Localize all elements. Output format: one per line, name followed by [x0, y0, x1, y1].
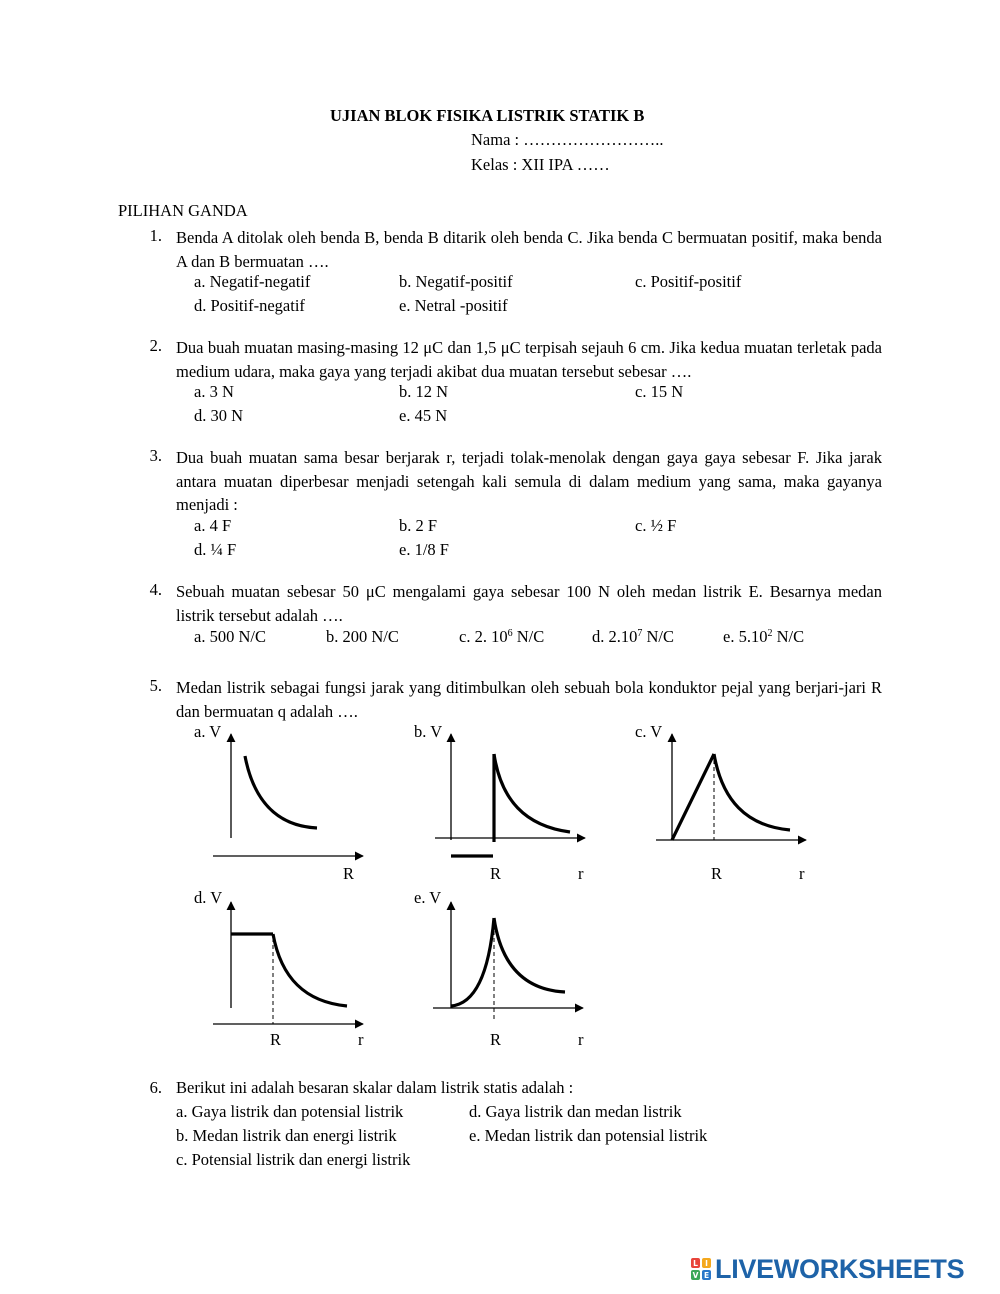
- option-c[interactable]: c. ½ F: [635, 516, 677, 535]
- graph-b-label[interactable]: b. V: [414, 722, 443, 741]
- graph-e-r-label: r: [578, 1030, 584, 1049]
- option-c[interactable]: c. Potensial listrik dan energi listrik: [176, 1150, 411, 1169]
- question-number: 5.: [149, 676, 162, 695]
- option-a[interactable]: a. Negatif-negatif: [194, 272, 311, 291]
- svg-text:L: L: [693, 1259, 698, 1269]
- option-e[interactable]: e. 45 N: [399, 406, 448, 425]
- graph-c[interactable]: [646, 728, 811, 868]
- option-a[interactable]: a. Gaya listrik dan potensial listrik: [176, 1102, 404, 1121]
- brand-name: LIVEWORKSHEETS: [715, 1253, 965, 1284]
- option-d[interactable]: d. 2.10$^7$ N/C: [592, 627, 675, 646]
- graph-b-R-label: R: [490, 864, 502, 883]
- svg-text:V: V: [692, 1271, 699, 1281]
- option-c[interactable]: c. 2. $10^6$ N/C: [459, 627, 545, 646]
- page-title: UJIAN BLOK FISIKA LISTRIK STATIK B: [330, 106, 645, 125]
- option-c[interactable]: c. Positif-positif: [635, 272, 742, 291]
- question-text: Medan listrik sebagai fungsi jarak yang ditimbulkan oleh sebuah bola konduktor pejal yang berjari-jari R dan bermuatan q adalah ….: [176, 678, 882, 721]
- liveworksheets-logo[interactable]: [690, 1253, 965, 1284]
- graph-d[interactable]: [205, 894, 370, 1034]
- section-heading: PILIHAN GANDA: [118, 201, 248, 220]
- graph-c-R-label: R: [711, 864, 723, 883]
- option-a[interactable]: a. 3 N: [194, 382, 234, 401]
- nama-field[interactable]: Nama : ……………………..: [471, 130, 664, 149]
- option-e[interactable]: e. 1/8 F: [399, 540, 449, 559]
- question-number: 2.: [149, 336, 162, 355]
- svg-text:E: E: [703, 1271, 710, 1281]
- option-b[interactable]: b. Medan listrik dan energi listrik: [176, 1126, 397, 1145]
- option-d[interactable]: d. ¼ F: [194, 540, 237, 559]
- question-text: Benda A ditolak oleh benda B, benda B ditarik oleh benda C. Jika benda C bermuatan positif, maka benda A dan B bermuatan ….: [176, 228, 882, 271]
- rising-curve: [451, 918, 494, 1006]
- graph-a-r-label: R: [343, 864, 355, 883]
- decay-curve: [494, 918, 565, 992]
- decay-curve: [273, 934, 347, 1006]
- graph-a-label[interactable]: a. V: [194, 722, 222, 741]
- option-b[interactable]: b. Negatif-positif: [399, 272, 513, 291]
- graph-d-r-label: r: [358, 1030, 364, 1049]
- question-text: Berikut ini adalah besaran skalar dalam listrik statis adalah :: [176, 1078, 574, 1097]
- option-b[interactable]: b. 200 N/C: [326, 627, 399, 646]
- question-text: Dua buah muatan masing-masing 12 μC dan 1,5 μC terpisah sejauh 6 cm. Jika kedua muatan terletak pada medium udara, maka gaya yang terjadi akibat dua muatan tersebut sebesar ….: [176, 338, 882, 381]
- linear-rise: [672, 754, 714, 840]
- graph-b[interactable]: [425, 728, 590, 868]
- option-d[interactable]: d. Positif-negatif: [194, 296, 305, 315]
- option-b[interactable]: b. 12 N: [399, 382, 449, 401]
- graph-a[interactable]: [205, 728, 370, 868]
- option-c[interactable]: c. 15 N: [635, 382, 684, 401]
- question-number: 1.: [149, 226, 162, 245]
- question-number: 3.: [149, 446, 162, 465]
- graph-e-R-label: R: [490, 1030, 502, 1049]
- option-a[interactable]: a. 4 F: [194, 516, 232, 535]
- option-a[interactable]: a. 500 N/C: [194, 627, 266, 646]
- svg-text:I: I: [705, 1259, 708, 1269]
- graph-c-label[interactable]: c. V: [635, 722, 663, 741]
- graph-b-r-label: r: [578, 864, 584, 883]
- option-e[interactable]: e. Netral -positif: [399, 296, 508, 315]
- graph-e[interactable]: [425, 894, 590, 1034]
- graph-c-r-label: r: [799, 864, 805, 883]
- graph-d-R-label: R: [270, 1030, 282, 1049]
- kelas-field[interactable]: Kelas : XII IPA ……: [471, 155, 610, 174]
- question-number: 6.: [149, 1078, 162, 1097]
- decay-curve: [714, 754, 790, 830]
- graph-d-label[interactable]: d. V: [194, 888, 223, 907]
- option-b[interactable]: b. 2 F: [399, 516, 438, 535]
- graph-e-label[interactable]: e. V: [414, 888, 442, 907]
- option-d[interactable]: d. 30 N: [194, 406, 244, 425]
- potential-curve: [245, 756, 317, 828]
- question-number: 4.: [149, 580, 162, 599]
- question-text: Sebuah muatan sebesar 50 μC mengalami gaya sebesar 100 N oleh medan listrik E. Besarnya medan listrik tersebut adalah ….: [176, 582, 882, 625]
- option-d[interactable]: d. Gaya listrik dan medan listrik: [469, 1102, 682, 1121]
- option-e[interactable]: e. 5.10$^2$ N/C: [723, 627, 805, 646]
- liveworksheets-logo-icon: [690, 1257, 712, 1281]
- option-e[interactable]: e. Medan listrik dan potensial listrik: [469, 1126, 708, 1145]
- field-curve: [494, 754, 570, 832]
- question-text: Dua buah muatan sama besar berjarak r, terjadi tolak-menolak dengan gaya gaya sebesar F. Jika jarak antara muatan diperbesar menjadi setengah kali semula di dalam medium yang sama, maka gayanya menjadi :: [176, 448, 882, 514]
